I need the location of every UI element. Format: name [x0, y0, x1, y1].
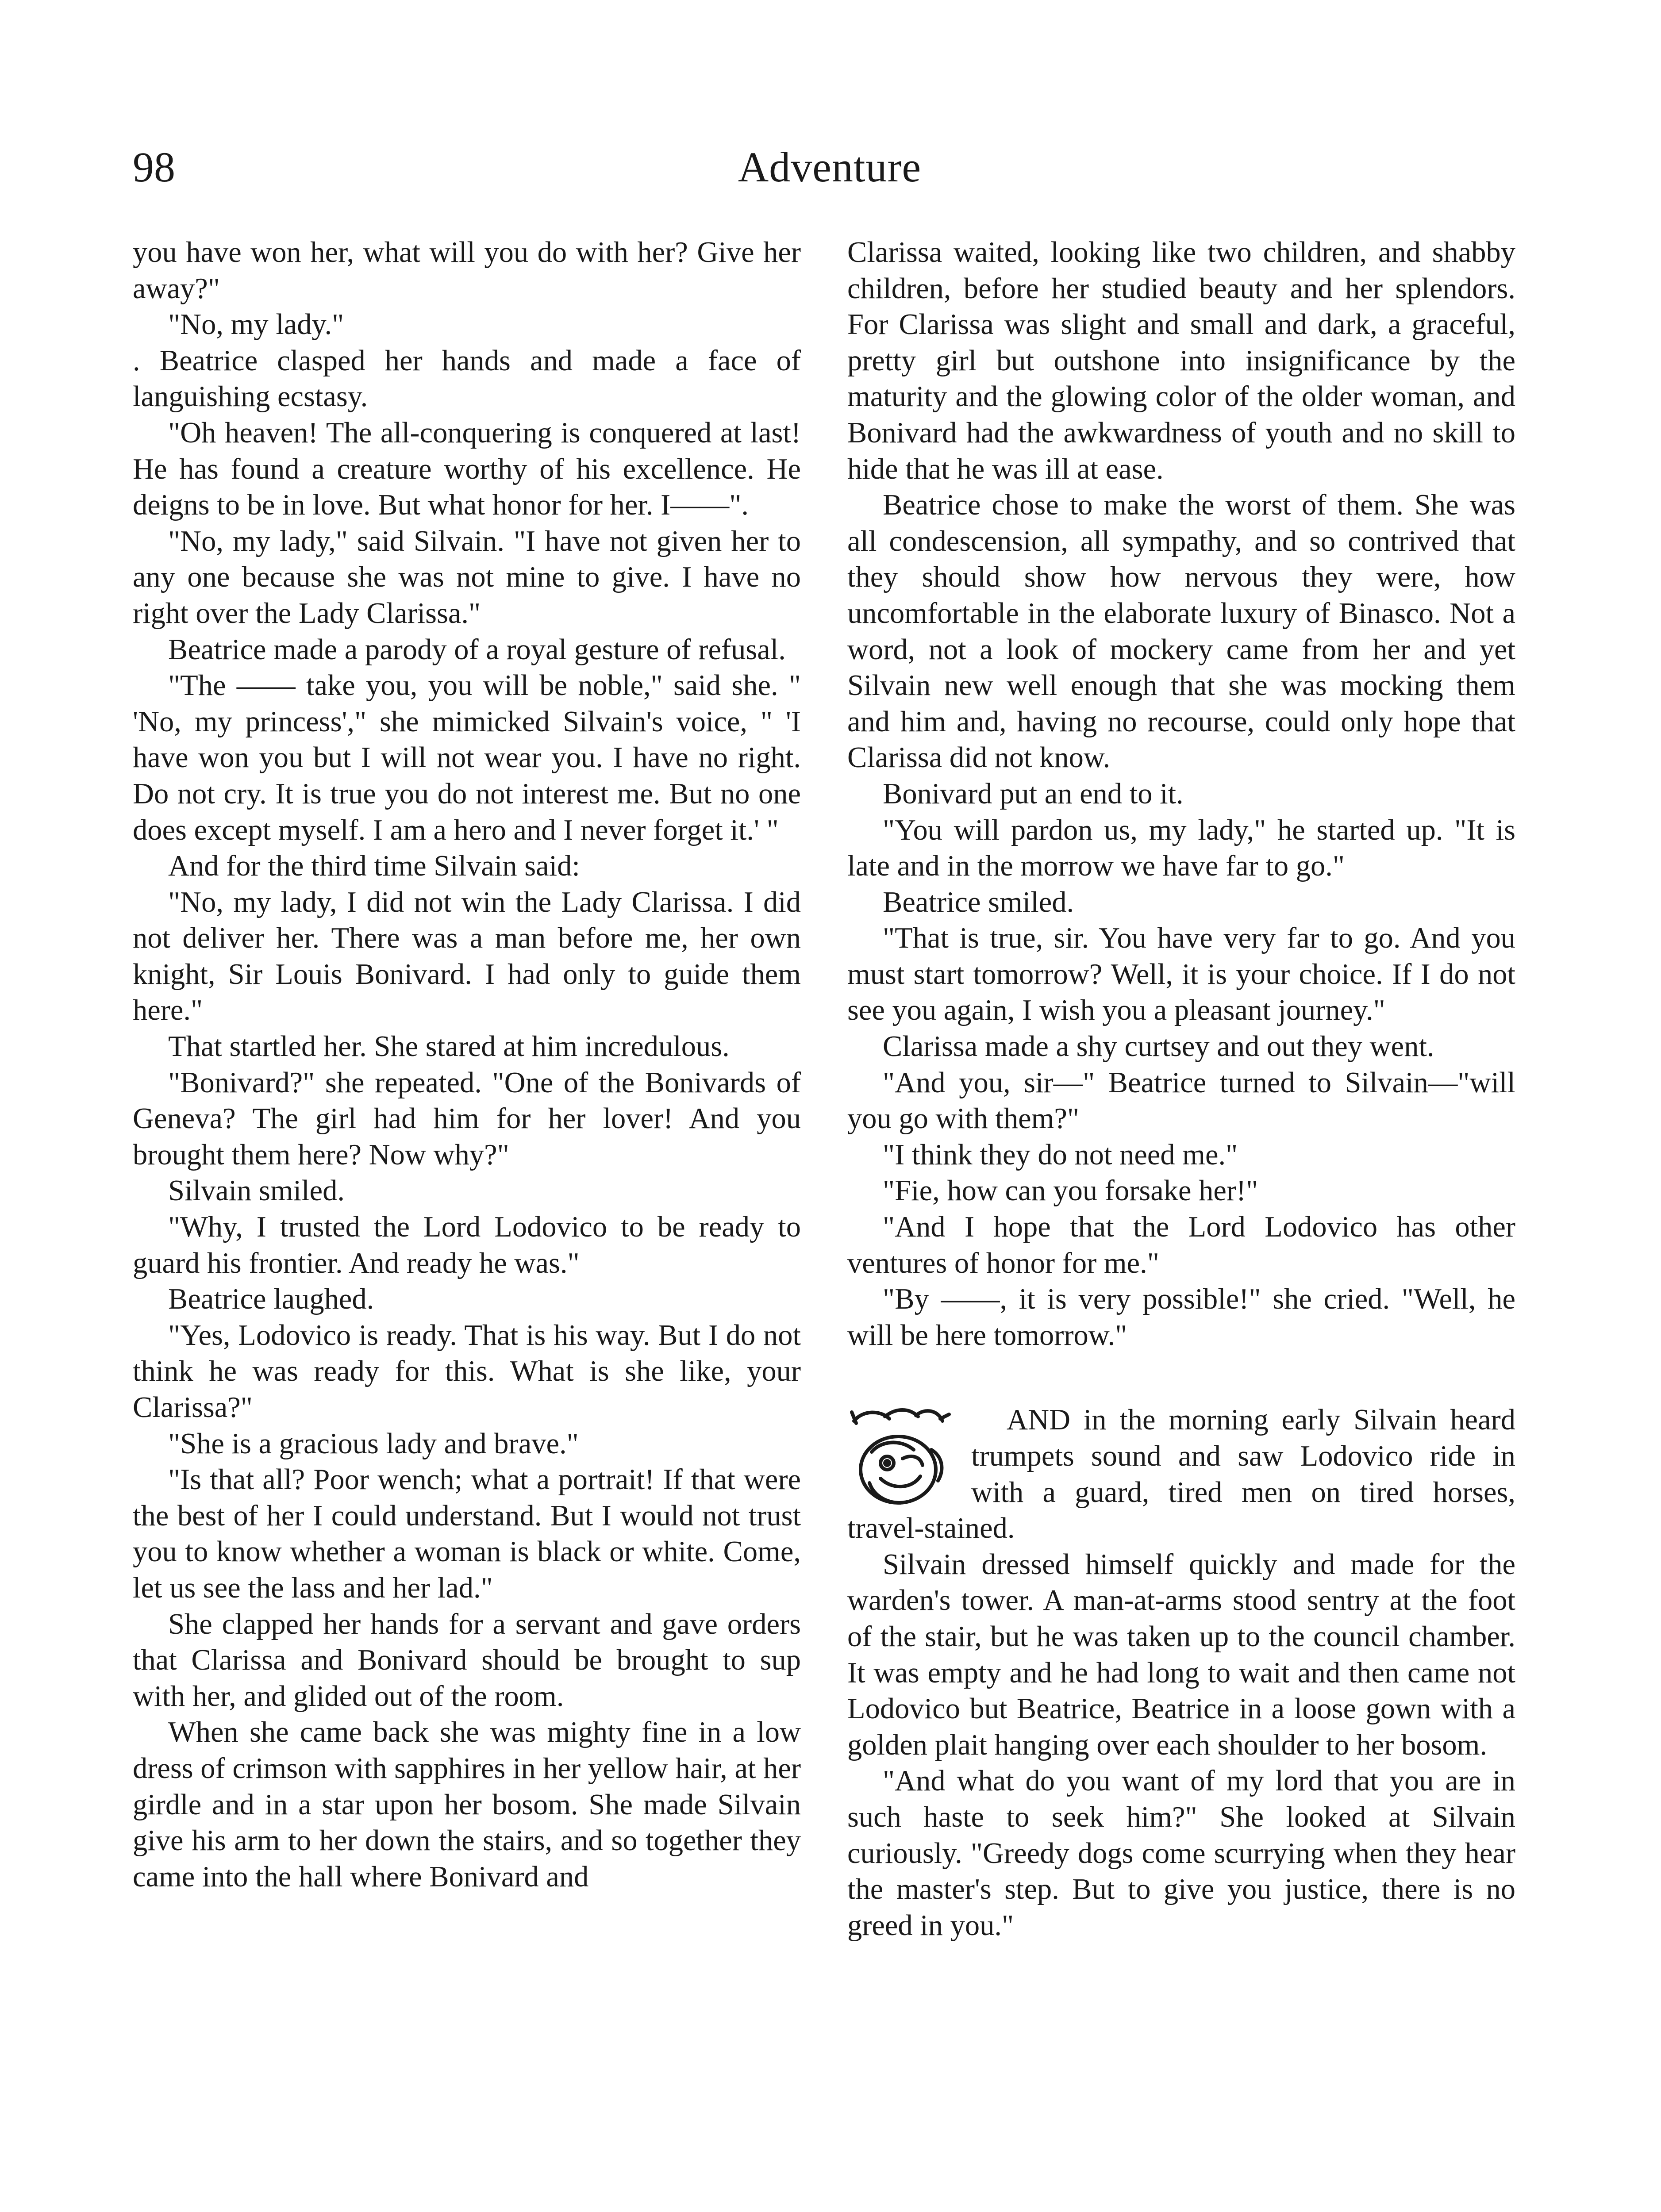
paragraph: Beatrice laughed.	[168, 1283, 374, 1316]
paragraph: She clapped her hands for a servant and gave orders that Clarissa and Bonivard should be brought to sup with her, and glided out of the room.	[133, 1608, 801, 1713]
left-column	[133, 234, 801, 1895]
paragraph: "Bonivard?" she repeated. "One of the Bonivards of Geneva? The girl had him for her lover! And you brought them here? Now why?"	[133, 1066, 801, 1171]
paragraph: Beatrice made a parody of a royal gesture of refusal.	[168, 633, 786, 666]
paragraph: Silvain smiled.	[168, 1175, 345, 1207]
paragraph: Silvain dressed himself quickly and made for the warden's tower. A man-at-arms stood sentry at the foot of the stair, but he was taken up to the council chamber. It was empty and he had long to wait and then came not Lodovico but Beatrice, Beatrice in a loose gown with a golden plait hanging over each shoulder to her bosom.	[847, 1548, 1515, 1761]
paragraph: . Beatrice clasped her hands and made a face of languishing ecstasy.	[133, 344, 801, 413]
paragraph: "No, my lady, I did not win the Lady Clarissa. I did not deliver her. There was a man before me, her own knight, Sir Louis Bonivard. I had only to guide them here."	[133, 886, 801, 1027]
paragraph: "Yes, Lodovico is ready. That is his way. But I do not think he was ready for this. What is she like, your Clarissa?"	[133, 1319, 801, 1424]
paragraph: Clarissa made a shy curtsey and out they went.	[883, 1030, 1434, 1063]
page-number: 98	[133, 143, 175, 191]
paragraph: "Fie, how can you forsake her!"	[883, 1175, 1258, 1207]
paragraph: "That is true, sir. You have very far to go. And you must start tomorrow? Well, it is your choice. If I do not see you again, I wish you a pleasant journey."	[847, 922, 1515, 1027]
section-opening	[847, 1402, 1515, 1546]
paragraph: "And what do you want of my lord that you are in such haste to seek him?" She looked at Silvain curiously. "Greedy dogs come scurrying when they hear the master's step. But to give you justice, there is no greed in you."	[847, 1765, 1515, 1942]
section-opening-text: AND in the morning early Silvain heard trumpets sound and saw Lodovico ride in with a guard, tired men on tired horses, travel-stained.	[847, 1404, 1515, 1545]
paragraph: "And you, sir—" Beatrice turned to Silvain—"will you go with them?"	[847, 1066, 1515, 1135]
paragraph: Clarissa waited, looking like two children, and shabby children, before her studied beauty and her splendors. For Clarissa was slight and small and dark, a graceful, pretty girl but outshone into insignificance by the maturity and the glowing color of the older woman, and Bonivard had the awkwardness of youth and no skill to hide that he was ill at ease.	[847, 236, 1515, 485]
right-column	[847, 234, 1515, 1943]
paragraph: That startled her. She stared at him incredulous.	[168, 1030, 730, 1063]
paragraph: you have won her, what will you do with her? Give her away?"	[133, 236, 801, 305]
paragraph: "You will pardon us, my lady," he started up. "It is late and in the morrow we have far to go."	[847, 814, 1515, 883]
paragraph: "Why, I trusted the Lord Lodovico to be ready to guard his frontier. And ready he was."	[133, 1211, 801, 1279]
paragraph: "She is a gracious lady and brave."	[168, 1427, 579, 1460]
paragraph: Beatrice smiled.	[883, 886, 1074, 918]
paragraph: "Is that all? Poor wench; what a portrait! If that were the best of her I could understand. But I would not trust you to know whether a woman is black or white. Come, let us see the lass and her lad."	[133, 1463, 801, 1604]
paragraph: "No, my lady," said Silvain. "I have not given her to any one because she was not mine to give. I have no right over the Lady Clarissa."	[133, 525, 801, 630]
running-title: Adventure	[738, 143, 922, 191]
paragraph: "No, my lady."	[168, 308, 344, 341]
paragraph: Bonivard put an end to it.	[883, 777, 1184, 810]
paragraph: "By ——, it is very possible!" she cried. "Well, he will be here tomorrow."	[847, 1283, 1515, 1352]
decorative-face-ornament-icon	[847, 1406, 958, 1509]
paragraph: Beatrice chose to make the worst of them. She was all condescension, all sympathy, and so contrived that they should show how nervous they were, how uncomfortable in the elaborate luxury of Binasco. Not a word, not a look of mockery came from her and yet Silvain new well enough that she was mocking them and him and, having no recourse, could only hope that Clarissa did not know.	[847, 489, 1515, 774]
paragraph: "And I hope that the Lord Lodovico has other ventures of honor for me."	[847, 1211, 1515, 1279]
paragraph: "The —— take you, you will be noble," said she. " 'No, my princess'," she mimicked Silvain's voice, " 'I have won you but I will not wear you. I have no right. Do not cry. It is true you do not interest me. But no one does except myself. I am a hero and I never forget it.' "	[133, 669, 801, 846]
paragraph: When she came back she was mighty fine in a low dress of crimson with sapphires in her yellow hair, at her girdle and in a star upon her bosom. She made Silvain give his arm to her down the stairs, and so together they came into the hall where Bonivard and	[133, 1716, 801, 1893]
paragraph: "Oh heaven! The all-conquering is conquered at last! He has found a creature worthy of his excellence. He deigns to be in love. But what honor for her. I——".	[133, 416, 801, 522]
section-break	[847, 1353, 1515, 1402]
paragraph: "I think they do not need me."	[883, 1138, 1238, 1171]
paragraph: And for the third time Silvain said:	[168, 850, 580, 883]
page-header	[133, 141, 1526, 203]
